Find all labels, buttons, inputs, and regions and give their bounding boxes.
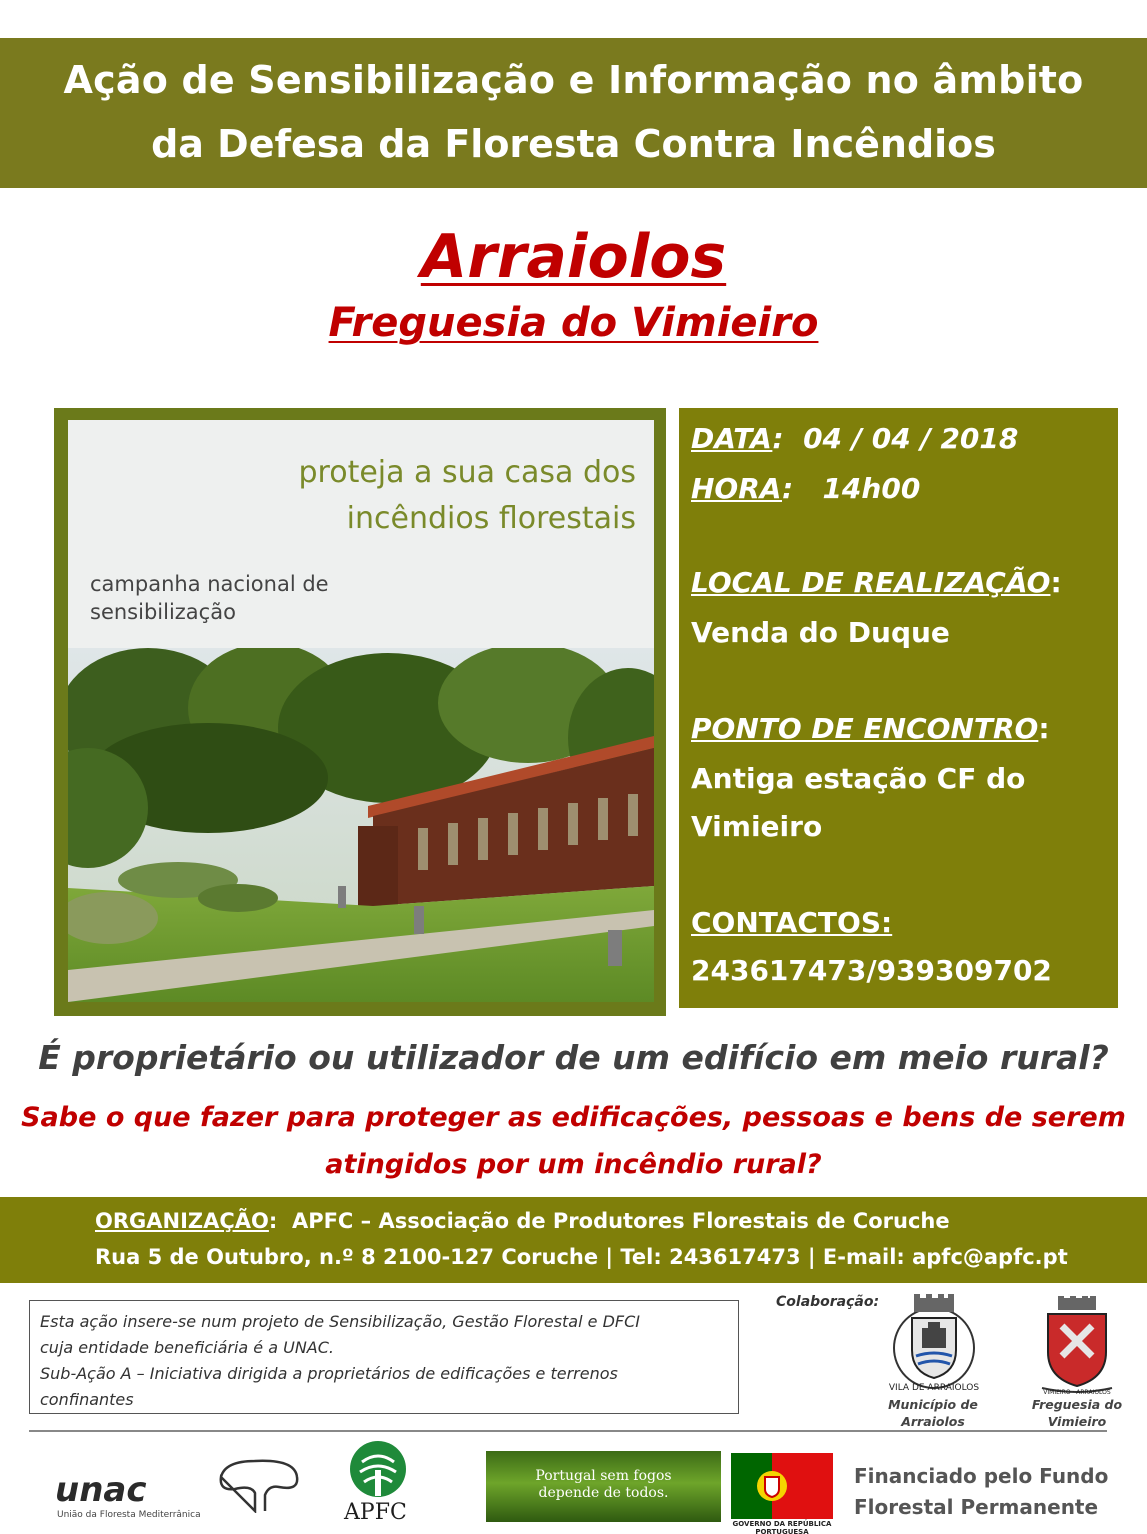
note-line1: Esta ação insere-se num projeto de Sensibilização, Gestão Florestal e DFCI [40, 1312, 640, 1331]
header-title-line2: da Defesa da Floresta Contra Incêndios [151, 122, 996, 166]
time-label: HORA [691, 472, 782, 505]
meeting-value-line2: Vimieiro [691, 810, 823, 843]
venue-row: LOCAL DE REALIZAÇÃO: [691, 566, 1062, 599]
portugal-flag-icon [731, 1453, 833, 1519]
project-note-box [29, 1300, 739, 1414]
campaign-poster [54, 408, 666, 1016]
contacts-value: 243617473/939309702 [691, 954, 1052, 987]
header-title-line1: Ação de Sensibilização e Informação no âmbito [63, 58, 1084, 102]
unac-logo-tagline: União da Floresta Mediterrânica [57, 1510, 201, 1520]
apfc-tree-icon [348, 1440, 408, 1498]
crest1-caption-line1: Município de [888, 1397, 978, 1412]
crest1-caption-line2: Arraiolos [901, 1414, 965, 1429]
note-line4: confinantes [40, 1390, 134, 1409]
organization-banner [0, 1197, 1147, 1283]
campaign-slogan [216, 450, 636, 542]
campaign-slogan-line1: proteja a sua casa dos [298, 455, 636, 490]
house-garden-photo [68, 648, 654, 1002]
campaign-subtitle-line1: campanha nacional de [90, 572, 329, 596]
campaign-subtitle [90, 570, 329, 626]
time-value: 14h00 [822, 472, 921, 505]
town-title: Arraiolos [420, 222, 727, 292]
portugal-sem-fogos-banner [486, 1451, 721, 1522]
organization-address: Rua 5 de Outubro, n.º 8 2100-127 Coruche | Tel: 243617473 | E-mail: apfc@apfc.pt [95, 1245, 1068, 1269]
date-row: DATA: 04 / 04 / 2018 [691, 422, 1019, 455]
date-value: 04 / 04 / 2018 [803, 422, 1019, 455]
gov-line1: GOVERNO DA REPÚBLICA [732, 1520, 832, 1528]
crest1-caption [873, 1396, 993, 1430]
funding-line2: Florestal Permanente [854, 1495, 1099, 1519]
gov-line2: PORTUGUESA [755, 1528, 809, 1534]
apfc-logo-name: APFC [344, 1500, 407, 1525]
funding-line1: Financiado pelo Fundo [854, 1464, 1109, 1488]
event-details-box [679, 408, 1118, 1008]
meeting-label: PONTO DE ENCONTRO [691, 712, 1039, 745]
campaign-subtitle-line2: sensibilização [90, 600, 236, 624]
meeting-row: PONTO DE ENCONTRO: [691, 712, 1050, 745]
banner-line2: depende de todos. [538, 1485, 669, 1501]
campaign-slogan-line2: incêndios florestais [346, 501, 636, 536]
crest2-caption-line1: Freguesia do [1031, 1397, 1123, 1412]
unac-tree-icon [215, 1455, 305, 1513]
footer-divider [29, 1430, 1107, 1432]
crest1-ring-text: VILA DE ARRAIOLOS [888, 1383, 980, 1392]
government-label [731, 1520, 833, 1534]
funding-text [854, 1461, 1108, 1523]
organization-name: APFC – Associação de Produtores Florestais de Coruche [291, 1209, 950, 1233]
header-banner [0, 38, 1147, 188]
organization-line: ORGANIZAÇÃO: APFC – Associação de Produtores Florestais de Coruche [95, 1209, 950, 1233]
question-primary: É proprietário ou utilizador de um edifício em meio rural? [38, 1038, 1109, 1077]
vimieiro-crest-icon [1036, 1296, 1118, 1396]
venue-value: Venda do Duque [691, 616, 950, 649]
crest2-caption-line2: Vimieiro [1047, 1414, 1107, 1429]
question-secondary [20, 1094, 1127, 1188]
organization-label: ORGANIZAÇÃO [95, 1209, 269, 1233]
date-label: DATA [691, 422, 773, 455]
banner-line1: Portugal sem fogos [535, 1468, 672, 1484]
question-secondary-line2: atingidos por um incêndio rural? [325, 1149, 822, 1180]
collaboration-label: Colaboração: [776, 1294, 880, 1310]
crest2-ring-text: VIMIEIRO · ARRAIOLOS [1043, 1389, 1111, 1396]
venue-label: LOCAL DE REALIZAÇÃO [691, 566, 1051, 599]
question-secondary-line1: Sabe o que fazer para proteger as edificações, pessoas e bens de serem [21, 1102, 1126, 1133]
parish-title: Freguesia do Vimieiro [328, 300, 819, 346]
meeting-value-line1: Antiga estação CF do [691, 762, 1026, 795]
note-line3: Sub-Ação A – Iniciativa dirigida a proprietários de edificações e terrenos [40, 1364, 618, 1383]
time-row: HORA: 14h00 [691, 472, 921, 505]
arraiolos-crest-icon [884, 1292, 984, 1392]
unac-logo-name: unac [55, 1470, 147, 1510]
note-line2: cuja entidade beneficiária é a UNAC. [40, 1338, 335, 1357]
contacts-label: CONTACTOS: [691, 906, 893, 939]
crest2-caption [1022, 1396, 1132, 1430]
